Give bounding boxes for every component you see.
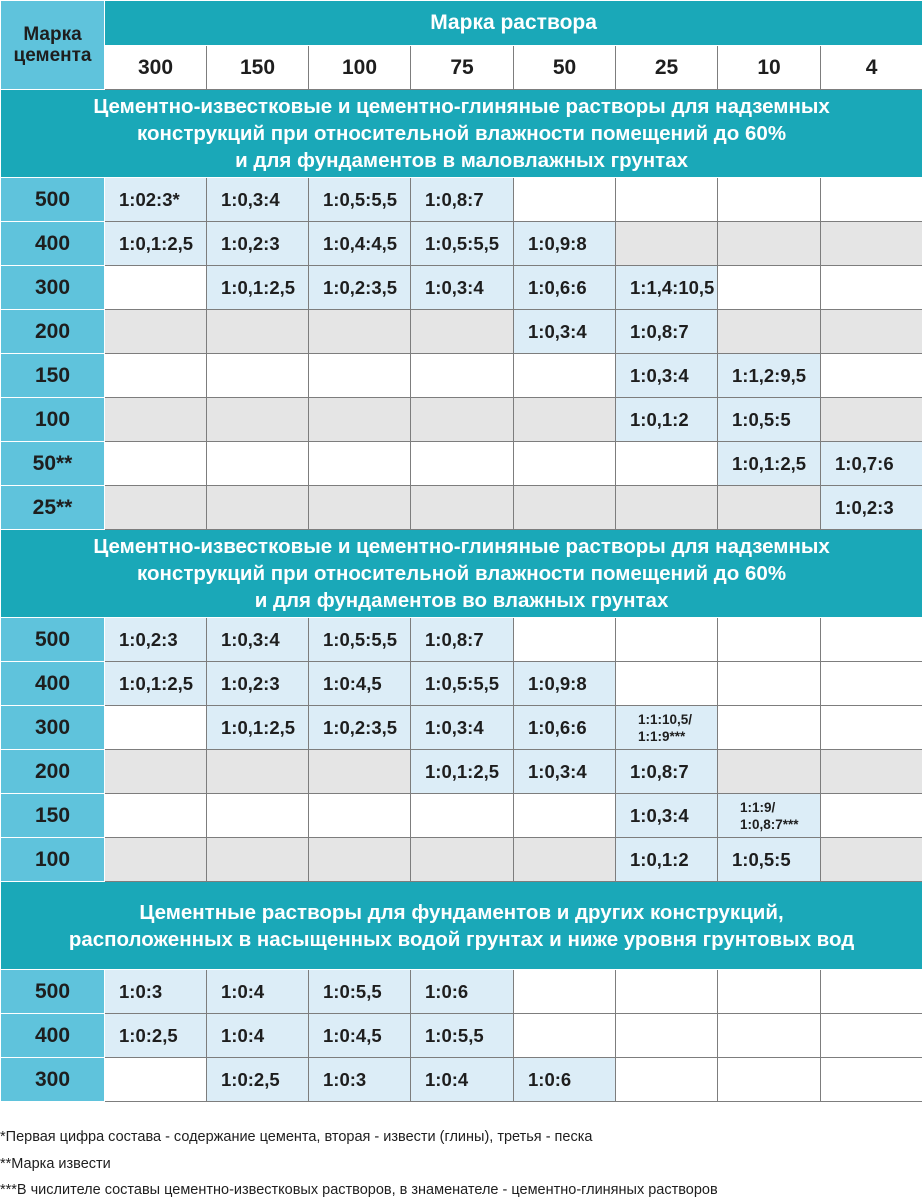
composition-cell: 1:0:4 [207,1014,309,1058]
composition-cell [514,178,616,222]
composition-cell: 1:0,2:3 [207,662,309,706]
composition-cell: 1:0,1:2 [616,838,718,882]
composition-cell [821,354,922,398]
composition-cell: 1:0,1:2,5 [207,706,309,750]
composition-line: 1:1:10,5/ [638,711,717,728]
composition-cell [514,486,616,530]
composition-cell: 1:0:2,5 [207,1058,309,1102]
composition-cell: 1:0,3:4 [207,618,309,662]
composition-cell [207,750,309,794]
composition-cell [616,178,718,222]
composition-cell: 1:0,4:4,5 [309,222,411,266]
table-row [1,706,922,750]
composition-cell [821,310,922,354]
table-row [1,266,922,310]
composition-cell: 1:0:4 [411,1058,514,1102]
cement-grade-cell: 200 [1,750,105,794]
composition-cell [105,310,207,354]
composition-cell [207,838,309,882]
composition-cell [821,1014,922,1058]
mortar-grade-75: 75 [411,46,514,90]
composition-cell [309,354,411,398]
table-row [1,838,922,882]
composition-cell: 1:0,2:3 [821,486,922,530]
section-title-line: конструкций при относительной влажности помещений до 60% [1,120,922,147]
composition-cell: 1:0,1:2,5 [718,442,821,486]
composition-cell: 1:1,2:9,5 [718,354,821,398]
footnote: **Марка извести [0,1151,922,1178]
composition-cell [207,354,309,398]
section-title [1,882,922,970]
composition-cell: 1:0:4 [207,970,309,1014]
composition-cell: 1:0,9:8 [514,222,616,266]
section-title [1,530,922,618]
mortar-grade-50: 50 [514,46,616,90]
composition-cell [105,706,207,750]
composition-cell [821,970,922,1014]
composition-cell [514,838,616,882]
composition-cell: 1:1,4:10,5 [616,266,718,310]
composition-cell [309,442,411,486]
composition-cell: 1:0,8:7 [616,310,718,354]
composition-cell: 1:0,5:5 [718,838,821,882]
mortar-grade-10: 10 [718,46,821,90]
mortar-grade-4: 4 [821,46,922,90]
composition-cell [616,970,718,1014]
composition-line: 1:1:9/ [740,799,820,816]
composition-cell: 1:02:3* [105,178,207,222]
composition-cell [821,662,922,706]
table-row [1,398,922,442]
composition-cell [411,838,514,882]
composition-cell [514,442,616,486]
composition-cell [718,794,821,838]
composition-cell [821,750,922,794]
composition-cell [105,838,207,882]
composition-cell [718,178,821,222]
composition-cell: 1:0:2,5 [105,1014,207,1058]
composition-cell: 1:0,8:7 [616,750,718,794]
composition-cell: 1:0,3:4 [616,794,718,838]
composition-cell: 1:0,3:4 [616,354,718,398]
composition-cell: 1:0,6:6 [514,266,616,310]
composition-line: 1:0,8:7*** [740,816,820,833]
composition-cell [411,794,514,838]
composition-cell: 1:0,7:6 [821,442,922,486]
composition-cell [309,486,411,530]
composition-cell: 1:0:3 [309,1058,411,1102]
table-row [1,486,922,530]
mortar-grade-150: 150 [207,46,309,90]
composition-cell: 1:0,1:2,5 [411,750,514,794]
section-title [1,90,922,178]
composition-cell [514,794,616,838]
section-title-line: Цементно-известковые и цементно-глиняные растворы для надземных [1,533,922,560]
cement-grade-cell: 400 [1,222,105,266]
composition-cell [821,838,922,882]
composition-cell [514,354,616,398]
cement-grade-cell: 300 [1,266,105,310]
cement-grade-cell: 300 [1,1058,105,1102]
composition-cell [105,398,207,442]
composition-cell [105,266,207,310]
composition-cell: 1:0,1:2,5 [207,266,309,310]
cement-grade-cell: 200 [1,310,105,354]
composition-cell [718,486,821,530]
cement-grade-cell: 100 [1,838,105,882]
composition-cell [616,1058,718,1102]
composition-cell: 1:0,9:8 [514,662,616,706]
table-row [1,970,922,1014]
composition-cell [616,442,718,486]
cement-grade-cell: 50** [1,442,105,486]
section-title-line: и для фундаментов в маловлажных грунтах [1,147,922,174]
composition-cell [207,442,309,486]
composition-cell: 1:0:4,5 [309,1014,411,1058]
cement-grade-cell: 500 [1,178,105,222]
composition-cell: 1:0,2:3,5 [309,706,411,750]
composition-cell [616,662,718,706]
composition-cell [105,442,207,486]
composition-cell: 1:0,3:4 [411,706,514,750]
composition-cell [821,178,922,222]
composition-cell: 1:0,5:5,5 [309,618,411,662]
table-row [1,662,922,706]
composition-cell: 1:0,5:5,5 [309,178,411,222]
composition-cell: 1:0:5,5 [411,1014,514,1058]
composition-cell [514,1014,616,1058]
composition-cell: 1:0,8:7 [411,618,514,662]
composition-cell: 1:0,3:4 [514,310,616,354]
mortar-grade-300: 300 [105,46,207,90]
composition-cell [616,486,718,530]
cement-grade-cell: 500 [1,970,105,1014]
composition-cell [718,266,821,310]
composition-cell [309,398,411,442]
table-row [1,310,922,354]
section-title-line: Цементные растворы для фундаментов и других конструкций, [1,899,922,926]
section-title-line: расположенных в насыщенных водой грунтах и ниже уровня грунтовых вод [1,926,922,953]
composition-cell [411,310,514,354]
cement-grade-cell: 300 [1,706,105,750]
composition-cell: 1:0,2:3 [207,222,309,266]
composition-cell: 1:0,1:2,5 [105,662,207,706]
composition-cell: 1:0,3:4 [411,266,514,310]
table-row [1,222,922,266]
table-row [1,618,922,662]
composition-cell: 1:0,5:5 [718,398,821,442]
composition-cell [718,662,821,706]
table-row [1,794,922,838]
composition-cell [207,486,309,530]
composition-cell: 1:0,8:7 [411,178,514,222]
composition-cell [821,706,922,750]
cement-grade-cell: 400 [1,1014,105,1058]
composition-cell [309,310,411,354]
composition-cell: 1:0,1:2 [616,398,718,442]
mortar-grade-25: 25 [616,46,718,90]
composition-cell [718,1058,821,1102]
composition-cell [821,1058,922,1102]
cement-grade-header: Марка цемента [1,1,105,90]
table-row [1,750,922,794]
cement-grade-cell: 25** [1,486,105,530]
section-title-line: конструкций при относительной влажности помещений до 60% [1,560,922,587]
composition-cell: 1:0:5,5 [309,970,411,1014]
composition-cell: 1:0,2:3 [105,618,207,662]
footnote: ***В числителе составы цементно-известковых растворов, в знаменателе - цементно-глиняных растворов [0,1177,922,1204]
composition-cell [207,794,309,838]
composition-cell: 1:0:6 [411,970,514,1014]
composition-cell [718,310,821,354]
composition-cell [411,486,514,530]
composition-cell [105,354,207,398]
composition-cell [514,398,616,442]
composition-cell: 1:0:3 [105,970,207,1014]
table-row [1,354,922,398]
composition-cell: 1:0,2:3,5 [309,266,411,310]
cement-grade-cell: 500 [1,618,105,662]
composition-cell [411,398,514,442]
composition-cell [309,794,411,838]
composition-cell [718,618,821,662]
composition-cell [821,794,922,838]
composition-cell [718,1014,821,1058]
composition-cell [514,618,616,662]
section-title-line: и для фундаментов во влажных грунтах [1,587,922,614]
mortar-grade-100: 100 [309,46,411,90]
composition-cell [411,442,514,486]
composition-cell [616,1014,718,1058]
cement-grade-cell: 150 [1,354,105,398]
composition-line: 1:1:9*** [638,728,717,745]
composition-cell [616,618,718,662]
table-row [1,1058,922,1102]
composition-cell [718,222,821,266]
table-row [1,178,922,222]
cement-grade-cell: 400 [1,662,105,706]
composition-cell: 1:0,5:5,5 [411,222,514,266]
composition-cell [718,706,821,750]
footnote: *Первая цифра состава - содержание цемента, вторая - извести (глины), третья - песка [0,1124,922,1151]
composition-cell: 1:0:6 [514,1058,616,1102]
section-title-line: Цементно-известковые и цементно-глиняные растворы для надземных [1,93,922,120]
composition-cell: 1:0,1:2,5 [105,222,207,266]
composition-cell [718,970,821,1014]
composition-cell [821,398,922,442]
composition-cell [616,706,718,750]
mortar-grade-header: Марка раствора [105,1,922,46]
footnotes [0,1124,922,1204]
composition-cell [105,750,207,794]
composition-cell [105,1058,207,1102]
composition-cell: 1:0,3:4 [514,750,616,794]
composition-cell [718,750,821,794]
table-row [1,442,922,486]
composition-cell: 1:0,3:4 [207,178,309,222]
composition-cell: 1:0,5:5,5 [411,662,514,706]
composition-cell [105,794,207,838]
table-row [1,1014,922,1058]
composition-cell [309,750,411,794]
composition-cell [411,354,514,398]
composition-cell [616,222,718,266]
composition-cell [207,398,309,442]
composition-cell: 1:0:4,5 [309,662,411,706]
cement-grade-cell: 150 [1,794,105,838]
composition-cell [514,970,616,1014]
cement-grade-cell: 100 [1,398,105,442]
composition-cell [309,838,411,882]
composition-cell [207,310,309,354]
composition-cell: 1:0,6:6 [514,706,616,750]
composition-cell [821,222,922,266]
composition-cell [821,618,922,662]
composition-cell [821,266,922,310]
composition-cell [105,486,207,530]
